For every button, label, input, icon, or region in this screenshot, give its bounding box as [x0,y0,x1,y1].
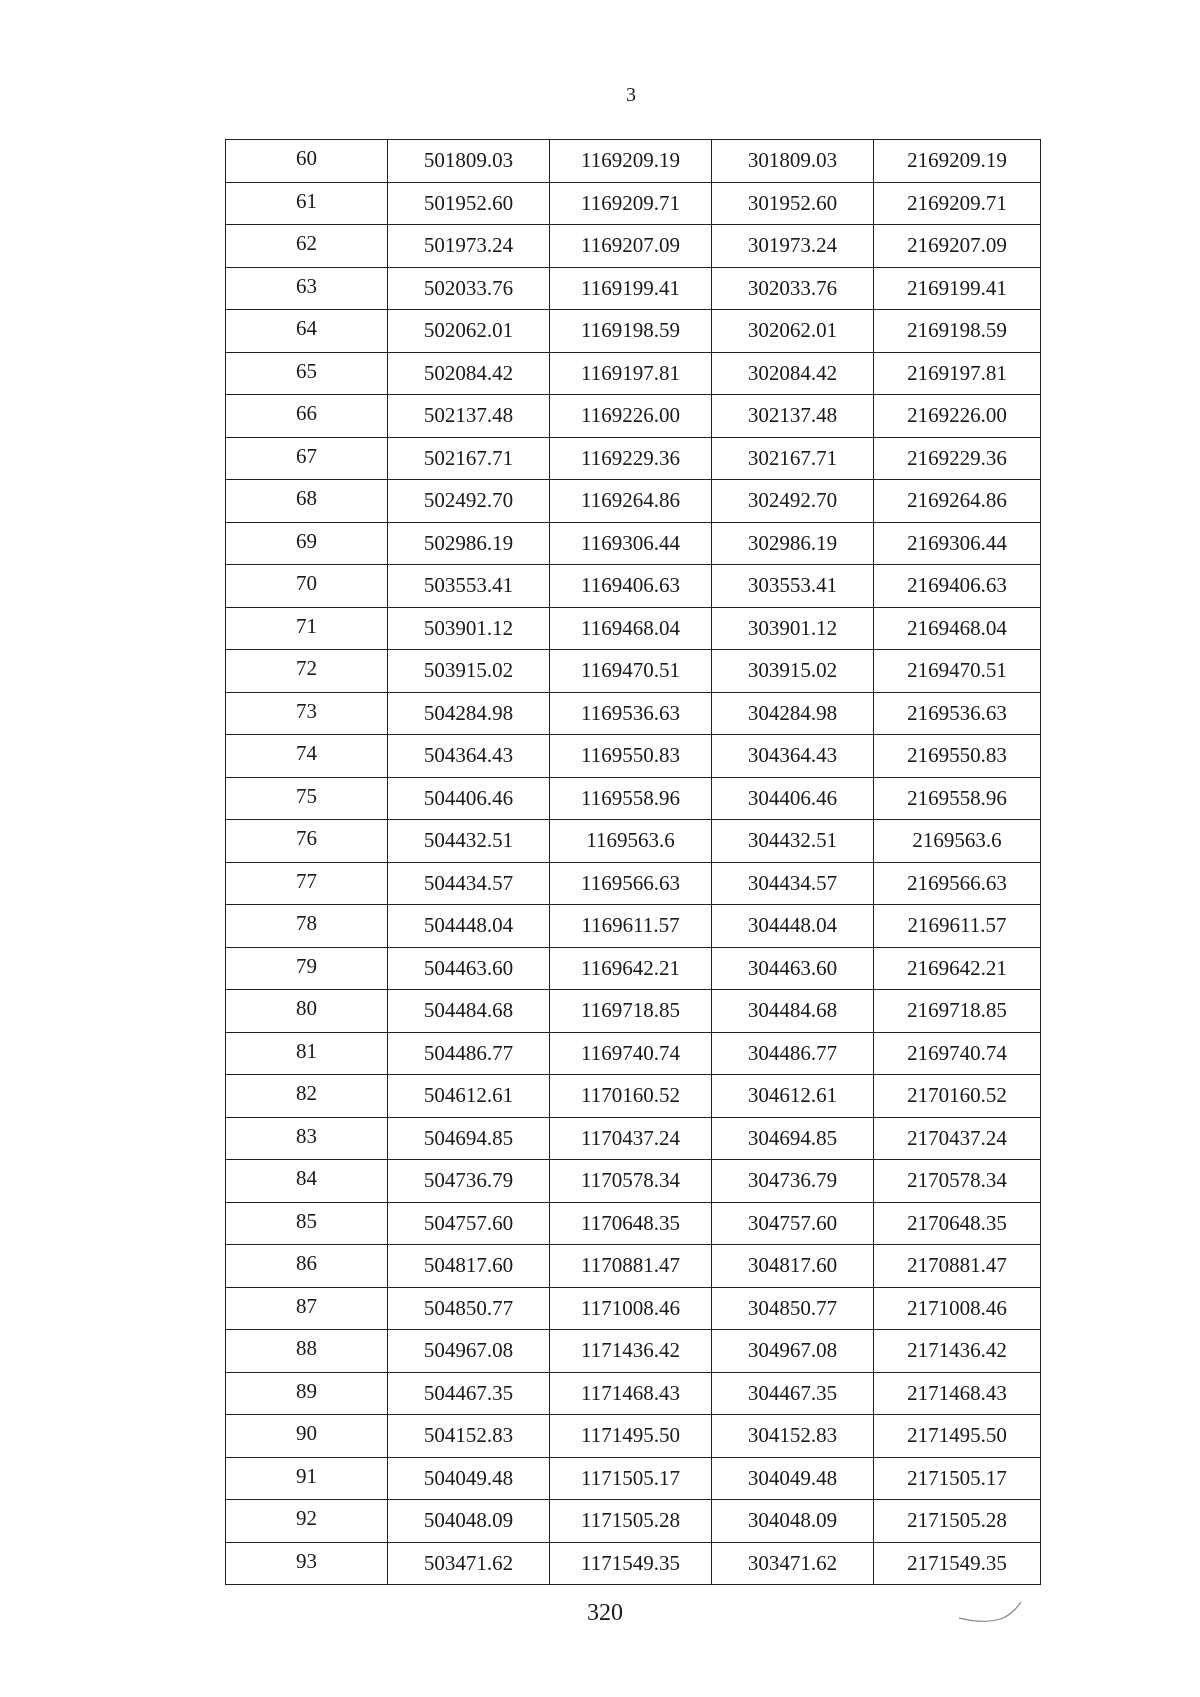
x-coordinate-cell: 501952.60 [388,182,550,225]
x2-coordinate-cell: 304467.35 [712,1372,874,1415]
table-row [226,225,1041,268]
y-coordinate-cell: 1170648.35 [550,1202,712,1245]
point-number-cell: 89 [226,1372,388,1415]
x2-coordinate-cell: 304049.48 [712,1457,874,1500]
y2-coordinate-cell: 2169264.86 [874,480,1041,523]
table-row [226,565,1041,608]
point-number-cell: 78 [226,905,388,948]
x2-coordinate-cell: 302492.70 [712,480,874,523]
y-coordinate-cell: 1170578.34 [550,1160,712,1203]
x-coordinate-cell: 504967.08 [388,1330,550,1373]
point-number-cell: 67 [226,437,388,480]
x2-coordinate-cell: 304463.60 [712,947,874,990]
point-number-cell: 87 [226,1287,388,1330]
x-coordinate-cell: 502492.70 [388,480,550,523]
page-number-top: 3 [626,84,636,106]
x2-coordinate-cell: 304612.61 [712,1075,874,1118]
point-number-cell: 88 [226,1330,388,1373]
table-row [226,437,1041,480]
y2-coordinate-cell: 2171468.43 [874,1372,1041,1415]
point-number-cell: 80 [226,990,388,1033]
y2-coordinate-cell: 2169406.63 [874,565,1041,608]
table-row [226,1202,1041,1245]
handwritten-mark [955,1596,1025,1626]
y2-coordinate-cell: 2169199.41 [874,267,1041,310]
point-number-cell: 77 [226,862,388,905]
table-row [226,607,1041,650]
x2-coordinate-cell: 304736.79 [712,1160,874,1203]
x-coordinate-cell: 504757.60 [388,1202,550,1245]
point-number-cell: 74 [226,735,388,778]
table-row [226,1245,1041,1288]
x2-coordinate-cell: 304484.68 [712,990,874,1033]
table-row [226,692,1041,735]
point-number-cell: 60 [226,140,388,183]
y-coordinate-cell: 1171468.43 [550,1372,712,1415]
x-coordinate-cell: 504612.61 [388,1075,550,1118]
y-coordinate-cell: 1171505.17 [550,1457,712,1500]
point-number-cell: 82 [226,1075,388,1118]
table-row [226,522,1041,565]
x2-coordinate-cell: 304152.83 [712,1415,874,1458]
x2-coordinate-cell: 302084.42 [712,352,874,395]
y-coordinate-cell: 1169226.00 [550,395,712,438]
y-coordinate-cell: 1169198.59 [550,310,712,353]
y-coordinate-cell: 1169406.63 [550,565,712,608]
point-number-cell: 68 [226,480,388,523]
table-row [226,1415,1041,1458]
y2-coordinate-cell: 2171505.17 [874,1457,1041,1500]
y2-coordinate-cell: 2169468.04 [874,607,1041,650]
y2-coordinate-cell: 2169558.96 [874,777,1041,820]
y2-coordinate-cell: 2169740.74 [874,1032,1041,1075]
point-number-cell: 90 [226,1415,388,1458]
y2-coordinate-cell: 2171495.50 [874,1415,1041,1458]
x2-coordinate-cell: 302033.76 [712,267,874,310]
x2-coordinate-cell: 302167.71 [712,437,874,480]
x2-coordinate-cell: 303471.62 [712,1542,874,1585]
table-row [226,1117,1041,1160]
point-number-cell: 72 [226,650,388,693]
table-row [226,735,1041,778]
table-row [226,352,1041,395]
y2-coordinate-cell: 2170578.34 [874,1160,1041,1203]
point-number-cell: 83 [226,1117,388,1160]
y-coordinate-cell: 1171436.42 [550,1330,712,1373]
x-coordinate-cell: 504364.43 [388,735,550,778]
x-coordinate-cell: 504434.57 [388,862,550,905]
x-coordinate-cell: 502084.42 [388,352,550,395]
table-row [226,1075,1041,1118]
y2-coordinate-cell: 2171505.28 [874,1500,1041,1543]
point-number-cell: 86 [226,1245,388,1288]
y-coordinate-cell: 1171505.28 [550,1500,712,1543]
table-row [226,1330,1041,1373]
x2-coordinate-cell: 304850.77 [712,1287,874,1330]
x2-coordinate-cell: 304434.57 [712,862,874,905]
x-coordinate-cell: 503915.02 [388,650,550,693]
y-coordinate-cell: 1169306.44 [550,522,712,565]
coordinate-table-body [226,140,1041,1585]
x2-coordinate-cell: 303901.12 [712,607,874,650]
x-coordinate-cell: 504694.85 [388,1117,550,1160]
x-coordinate-cell: 504467.35 [388,1372,550,1415]
point-number-cell: 61 [226,182,388,225]
y-coordinate-cell: 1169558.96 [550,777,712,820]
y-coordinate-cell: 1169470.51 [550,650,712,693]
table-row [226,947,1041,990]
x2-coordinate-cell: 303915.02 [712,650,874,693]
x2-coordinate-cell: 304364.43 [712,735,874,778]
point-number-cell: 93 [226,1542,388,1585]
y2-coordinate-cell: 2169611.57 [874,905,1041,948]
y-coordinate-cell: 1169264.86 [550,480,712,523]
x2-coordinate-cell: 304694.85 [712,1117,874,1160]
y2-coordinate-cell: 2170437.24 [874,1117,1041,1160]
y-coordinate-cell: 1169468.04 [550,607,712,650]
y-coordinate-cell: 1169207.09 [550,225,712,268]
table-row [226,820,1041,863]
x-coordinate-cell: 504406.46 [388,777,550,820]
y2-coordinate-cell: 2169550.83 [874,735,1041,778]
x-coordinate-cell: 504049.48 [388,1457,550,1500]
x-coordinate-cell: 504284.98 [388,692,550,735]
y2-coordinate-cell: 2169209.19 [874,140,1041,183]
point-number-cell: 71 [226,607,388,650]
y-coordinate-cell: 1169550.83 [550,735,712,778]
point-number-cell: 92 [226,1500,388,1543]
point-number-cell: 70 [226,565,388,608]
table-row [226,1457,1041,1500]
x2-coordinate-cell: 304967.08 [712,1330,874,1373]
y-coordinate-cell: 1169209.71 [550,182,712,225]
table-row [226,905,1041,948]
x-coordinate-cell: 502137.48 [388,395,550,438]
y2-coordinate-cell: 2169209.71 [874,182,1041,225]
point-number-cell: 62 [226,225,388,268]
y-coordinate-cell: 1169536.63 [550,692,712,735]
table-row [226,310,1041,353]
point-number-cell: 65 [226,352,388,395]
y2-coordinate-cell: 2169306.44 [874,522,1041,565]
x-coordinate-cell: 503471.62 [388,1542,550,1585]
x-coordinate-cell: 503901.12 [388,607,550,650]
x2-coordinate-cell: 304284.98 [712,692,874,735]
y2-coordinate-cell: 2170881.47 [874,1245,1041,1288]
y-coordinate-cell: 1170160.52 [550,1075,712,1118]
table-row [226,862,1041,905]
table-row [226,1542,1041,1585]
x2-coordinate-cell: 304048.09 [712,1500,874,1543]
table-row [226,990,1041,1033]
y-coordinate-cell: 1169197.81 [550,352,712,395]
x-coordinate-cell: 504432.51 [388,820,550,863]
x2-coordinate-cell: 304817.60 [712,1245,874,1288]
y-coordinate-cell: 1171495.50 [550,1415,712,1458]
table-row [226,182,1041,225]
x2-coordinate-cell: 304448.04 [712,905,874,948]
y-coordinate-cell: 1171549.35 [550,1542,712,1585]
y-coordinate-cell: 1170437.24 [550,1117,712,1160]
point-number-cell: 66 [226,395,388,438]
x-coordinate-cell: 504048.09 [388,1500,550,1543]
y2-coordinate-cell: 2170160.52 [874,1075,1041,1118]
point-number-cell: 64 [226,310,388,353]
y2-coordinate-cell: 2169566.63 [874,862,1041,905]
table-row [226,480,1041,523]
x-coordinate-cell: 503553.41 [388,565,550,608]
point-number-cell: 73 [226,692,388,735]
y-coordinate-cell: 1169718.85 [550,990,712,1033]
x2-coordinate-cell: 304432.51 [712,820,874,863]
y-coordinate-cell: 1169611.57 [550,905,712,948]
x-coordinate-cell: 502167.71 [388,437,550,480]
x-coordinate-cell: 501973.24 [388,225,550,268]
x-coordinate-cell: 501809.03 [388,140,550,183]
point-number-cell: 81 [226,1032,388,1075]
y-coordinate-cell: 1169199.41 [550,267,712,310]
table-row [226,1160,1041,1203]
y2-coordinate-cell: 2169229.36 [874,437,1041,480]
y-coordinate-cell: 1169740.74 [550,1032,712,1075]
y2-coordinate-cell: 2169563.6 [874,820,1041,863]
x2-coordinate-cell: 302137.48 [712,395,874,438]
y2-coordinate-cell: 2169642.21 [874,947,1041,990]
y-coordinate-cell: 1171008.46 [550,1287,712,1330]
point-number-cell: 84 [226,1160,388,1203]
x-coordinate-cell: 504448.04 [388,905,550,948]
table-row [226,267,1041,310]
point-number-cell: 63 [226,267,388,310]
point-number-cell: 79 [226,947,388,990]
y2-coordinate-cell: 2169718.85 [874,990,1041,1033]
x2-coordinate-cell: 301952.60 [712,182,874,225]
x-coordinate-cell: 504850.77 [388,1287,550,1330]
x-coordinate-cell: 504484.68 [388,990,550,1033]
y2-coordinate-cell: 2169226.00 [874,395,1041,438]
y2-coordinate-cell: 2169198.59 [874,310,1041,353]
point-number-cell: 75 [226,777,388,820]
y2-coordinate-cell: 2169536.63 [874,692,1041,735]
y2-coordinate-cell: 2169470.51 [874,650,1041,693]
y2-coordinate-cell: 2169197.81 [874,352,1041,395]
point-number-cell: 85 [226,1202,388,1245]
point-number-cell: 69 [226,522,388,565]
y-coordinate-cell: 1169566.63 [550,862,712,905]
point-number-cell: 91 [226,1457,388,1500]
y2-coordinate-cell: 2171008.46 [874,1287,1041,1330]
x2-coordinate-cell: 304486.77 [712,1032,874,1075]
x2-coordinate-cell: 302986.19 [712,522,874,565]
x-coordinate-cell: 504736.79 [388,1160,550,1203]
point-number-cell: 76 [226,820,388,863]
y-coordinate-cell: 1169229.36 [550,437,712,480]
x-coordinate-cell: 502062.01 [388,310,550,353]
x-coordinate-cell: 504486.77 [388,1032,550,1075]
x2-coordinate-cell: 301809.03 [712,140,874,183]
x-coordinate-cell: 504152.83 [388,1415,550,1458]
page-number-bottom: 320 [587,1600,623,1626]
x2-coordinate-cell: 304406.46 [712,777,874,820]
y-coordinate-cell: 1169209.19 [550,140,712,183]
table-row [226,395,1041,438]
y2-coordinate-cell: 2169207.09 [874,225,1041,268]
x-coordinate-cell: 504463.60 [388,947,550,990]
x-coordinate-cell: 502033.76 [388,267,550,310]
x-coordinate-cell: 504817.60 [388,1245,550,1288]
table-row [226,140,1041,183]
coordinate-table [225,139,1041,1585]
table-row [226,777,1041,820]
y-coordinate-cell: 1169563.6 [550,820,712,863]
x2-coordinate-cell: 303553.41 [712,565,874,608]
x2-coordinate-cell: 302062.01 [712,310,874,353]
y-coordinate-cell: 1169642.21 [550,947,712,990]
y2-coordinate-cell: 2171549.35 [874,1542,1041,1585]
y2-coordinate-cell: 2170648.35 [874,1202,1041,1245]
x2-coordinate-cell: 304757.60 [712,1202,874,1245]
table-row [226,1032,1041,1075]
x-coordinate-cell: 502986.19 [388,522,550,565]
x2-coordinate-cell: 301973.24 [712,225,874,268]
table-row [226,650,1041,693]
y2-coordinate-cell: 2171436.42 [874,1330,1041,1373]
table-row [226,1500,1041,1543]
y-coordinate-cell: 1170881.47 [550,1245,712,1288]
table-row [226,1287,1041,1330]
table-row [226,1372,1041,1415]
